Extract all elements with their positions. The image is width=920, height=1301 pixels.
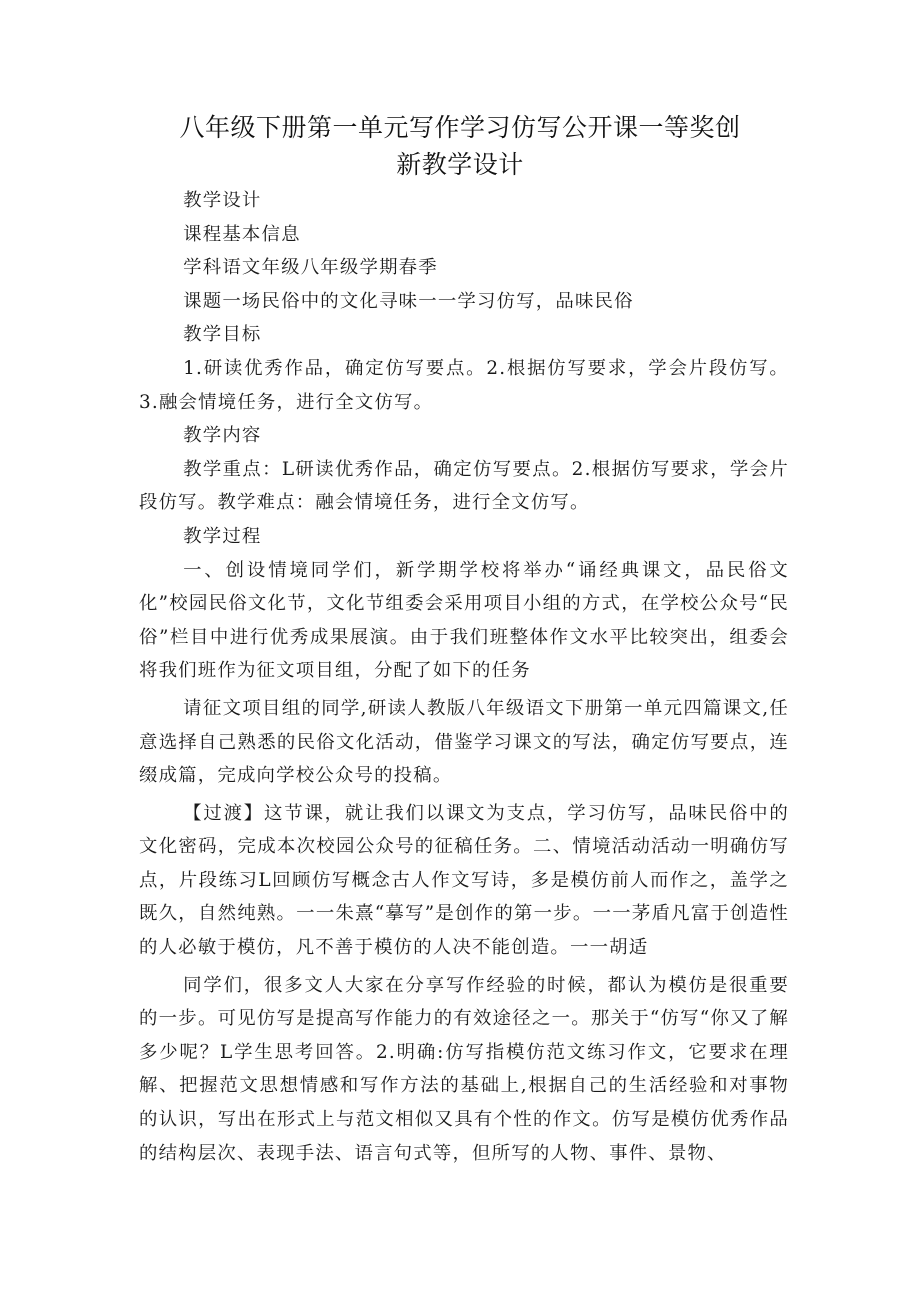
- paragraph: 同学们，很多文人大家在分享写作经验的时候，都认为模仿是很重要的一步。可见仿写是提高写作能力的有效途径之一。那关于“仿写“你又了解多少呢？L学生思考回答。2.明确:仿写指模仿范文练习作文，它要求在理解、把握范文思想情感和写作方法的基础上,根据自己的生活经验和对事物的认识，写出在形式上与范文相似又具有个性的作文。仿写是模仿优秀作品的结构层次、表现手法、语言句式等，但所写的人物、事件、景物、: [139, 974, 789, 1164]
- paragraph: 课题一场民俗中的文化寻味一一学习仿写，品味民俗: [183, 290, 634, 312]
- document-body: [139, 184, 789, 1170]
- paragraph: 1.研读优秀作品，确定仿写要点。2.根据仿写要求，学会片段仿写。3.融会情境任务，进行全文仿写。: [139, 357, 789, 413]
- paragraph: 教学设计: [183, 190, 262, 211]
- document-title-line-1: 八年级下册第一单元写作学习仿写公开课一等奖创: [179, 113, 741, 142]
- paragraph: 教学目标: [183, 324, 262, 346]
- paragraph: 【过渡】这节课，就让我们以课文为支点，学习仿写，品味民俗中的文化密码，完成本次校园公众号的征稿任务。二、情境活动活动一明确仿写点，片段练习L回顾仿写概念古人作文写诗，多是模仿前人而作之，盖学之既久，自然纯熟。一一朱熹“摹写”是创作的第一步。一一茅盾凡富于创造性的人必敏于模仿，凡不善于模仿的人决不能创造。一一胡适: [139, 802, 789, 959]
- paragraph: 请征文项目组的同学,研读人教版八年级语文下册第一单元四篇课文,任意选择自己熟悉的民俗文化活动，借鉴学习课文的写法，确定仿写要点，连缀成篇，完成向学校公众号的投稿。: [139, 697, 789, 787]
- paragraph: 学科语文年级八年级学期春季: [183, 257, 438, 279]
- paragraph: 教学重点：L研读优秀作品，确定仿写要点。2.根据仿写要求，学会片段仿写。教学难点：融会情境任务，进行全文仿写。: [139, 458, 789, 514]
- paragraph: 教学过程: [183, 525, 262, 547]
- document-title-line-2: 新教学设计: [396, 150, 524, 179]
- paragraph: 一、创设情境同学们，新学期学校将举办“诵经典课文，品民俗文化”校园民俗文化节，文化节组委会采用项目小组的方式，在学校公众号“民俗”栏目中进行优秀成果展演。由于我们班整体作文水平比较突出，组委会将我们班作为征文项目组，分配了如下的任务: [139, 559, 789, 682]
- paragraph: 教学内容: [183, 425, 262, 447]
- paragraph: 课程基本信息: [183, 223, 301, 245]
